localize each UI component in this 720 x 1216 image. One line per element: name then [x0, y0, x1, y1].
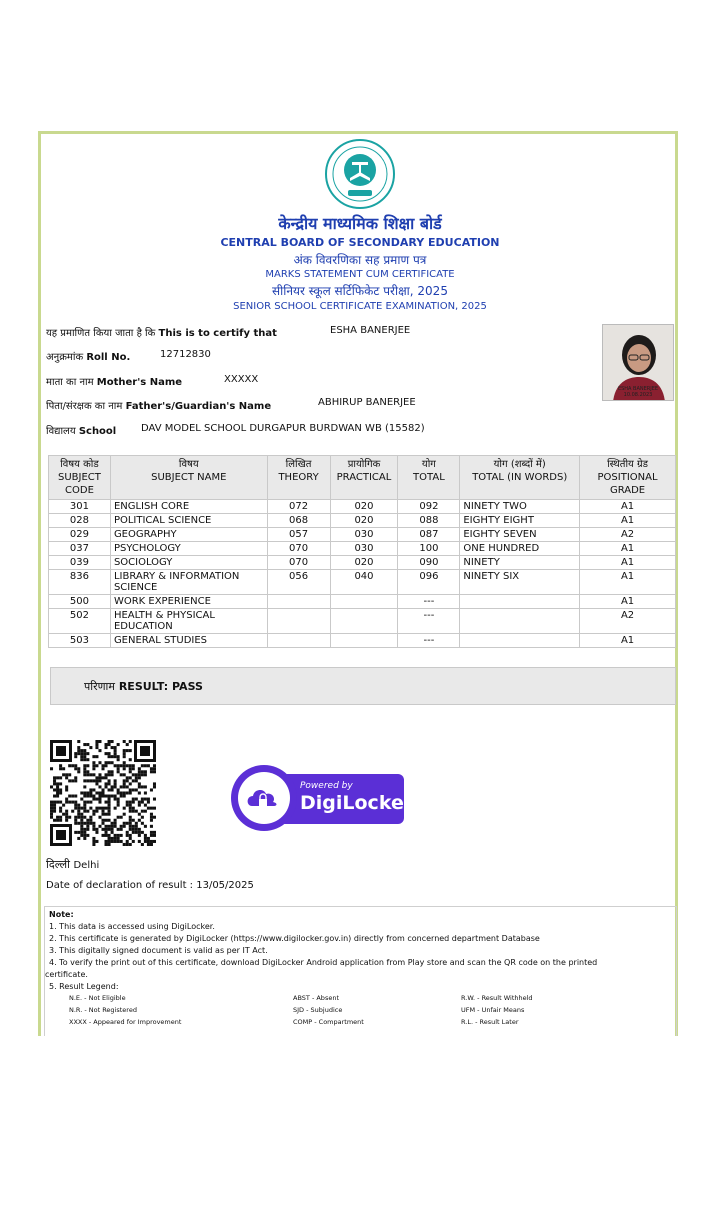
cell-practical: 030 [330, 542, 398, 556]
table-row [49, 514, 676, 528]
cell-code: 029 [49, 528, 111, 542]
cell-subject: SOCIOLOGY [110, 556, 267, 570]
header-theory: लिखित THEORY [267, 456, 330, 500]
header-total-words: योग (शब्दों में) TOTAL (IN WORDS) [460, 456, 580, 500]
cell-theory: 072 [267, 500, 330, 514]
cell-practical: 020 [330, 514, 398, 528]
cell-total: 096 [398, 570, 460, 595]
cell-practical [330, 595, 398, 609]
roll-label: अनुक्रमांक Roll No. [46, 352, 131, 363]
cell-theory [267, 595, 330, 609]
table-row [49, 634, 676, 648]
cell-words: NINETY TWO [460, 500, 580, 514]
cell-practical: 020 [330, 500, 398, 514]
cell-theory: 070 [267, 556, 330, 570]
cbse-emblem-icon [324, 138, 396, 210]
header-subject-code: विषय कोड SUBJECT CODE [49, 456, 111, 500]
cell-words: NINETY SIX [460, 570, 580, 595]
cell-grade: A1 [580, 514, 676, 528]
exam-hindi: सीनियर स्कूल सर्टिफिकेट परीक्षा, 2025 [272, 284, 448, 298]
note-item: certificate. [45, 970, 88, 979]
cell-grade: A2 [580, 609, 676, 634]
cell-subject: POLITICAL SCIENCE [110, 514, 267, 528]
header-practical: प्रायोगिक PRACTICAL [330, 456, 398, 500]
cell-grade: A1 [580, 570, 676, 595]
powered-by-text: Powered by [300, 781, 353, 791]
father-name: ABHIRUP BANERJEE [318, 397, 416, 408]
cell-subject: GEOGRAPHY [110, 528, 267, 542]
cell-practical [330, 609, 398, 634]
result-text: परिणाम RESULT: PASS [84, 680, 203, 693]
father-label: पिता/संरक्षक का नाम Father's/Guardian's Name [46, 401, 272, 412]
photo-caption: ESHA BANERJEE 10.08.2023 [617, 386, 659, 398]
title-english: MARKS STATEMENT CUM CERTIFICATE [265, 269, 455, 280]
cell-subject: GENERAL STUDIES [110, 634, 267, 648]
cell-theory: 068 [267, 514, 330, 528]
note-item: 2. This certificate is generated by DigiLocker (https://www.digilocker.gov.in) directly from concerned department Database [49, 934, 540, 943]
mother-label: माता का नाम Mother's Name [46, 377, 183, 388]
table-row [49, 500, 676, 514]
mother-name: XXXXX [224, 374, 259, 385]
school-label: विद्यालय School [46, 426, 117, 437]
title-hindi: अंक विवरणिका सह प्रमाण पत्र [293, 253, 427, 267]
marks-table [48, 455, 676, 648]
cell-subject: WORK EXPERIENCE [110, 595, 267, 609]
qr-code[interactable] [50, 740, 156, 846]
place-of-issue: दिल्ली Delhi [46, 858, 100, 871]
cell-total: 087 [398, 528, 460, 542]
cell-words: EIGHTY EIGHT [460, 514, 580, 528]
cell-practical: 040 [330, 570, 398, 595]
notes-box [44, 906, 677, 1036]
cell-code: 301 [49, 500, 111, 514]
header-total: योग TOTAL [398, 456, 460, 500]
cell-code: 500 [49, 595, 111, 609]
cell-grade: A2 [580, 528, 676, 542]
table-row [49, 609, 676, 634]
cell-words [460, 595, 580, 609]
note-item: 4. To verify the print out of this certificate, download DigiLocker Android application from Play store and scan the QR code on the printed [49, 958, 598, 967]
digilocker-name: DigiLocker [300, 792, 414, 814]
header-positional-grade: स्थितीय ग्रेड POSITIONAL GRADE [580, 456, 676, 500]
legend-item: XXXX - Appeared for Improvement [69, 1018, 182, 1026]
header-subject-name: विषय SUBJECT NAME [110, 456, 267, 500]
cell-code: 037 [49, 542, 111, 556]
cell-grade: A1 [580, 556, 676, 570]
exam-english: SENIOR SCHOOL CERTIFICATE EXAMINATION, 2025 [233, 301, 487, 312]
cell-code: 836 [49, 570, 111, 595]
cell-total: --- [398, 634, 460, 648]
cell-practical: 020 [330, 556, 398, 570]
cell-grade: A1 [580, 595, 676, 609]
table-row [49, 570, 676, 595]
cell-practical [330, 634, 398, 648]
cell-practical: 030 [330, 528, 398, 542]
cell-total: 088 [398, 514, 460, 528]
table-row [49, 542, 676, 556]
certify-label: यह प्रमाणित किया जाता है कि This is to certify that [46, 328, 277, 339]
cell-total: --- [398, 609, 460, 634]
cell-words [460, 634, 580, 648]
student-photo [602, 324, 674, 401]
board-name-english: CENTRAL BOARD OF SECONDARY EDUCATION [220, 236, 500, 249]
cell-subject: LIBRARY & INFORMATION SCIENCE [110, 570, 267, 595]
cell-words: EIGHTY SEVEN [460, 528, 580, 542]
cell-code: 503 [49, 634, 111, 648]
legend-item: SJD - Subjudice [293, 1006, 343, 1014]
table-row [49, 556, 676, 570]
legend-item: N.R. - Not Registered [69, 1006, 137, 1014]
cell-theory: 056 [267, 570, 330, 595]
note-item: 1. This data is accessed using DigiLocker. [49, 922, 215, 931]
declaration-date: Date of declaration of result : 13/05/2025 [46, 880, 254, 891]
legend-item: R.L. - Result Later [461, 1018, 519, 1026]
legend-item: UFM - Unfair Means [461, 1006, 525, 1014]
cell-theory [267, 609, 330, 634]
cell-subject: HEALTH & PHYSICAL EDUCATION [110, 609, 267, 634]
cell-code: 028 [49, 514, 111, 528]
school-name: DAV MODEL SCHOOL DURGAPUR BURDWAN WB (15582) [141, 423, 425, 434]
cell-total: --- [398, 595, 460, 609]
notes-title: Note: [49, 910, 74, 919]
result-box [50, 667, 676, 705]
cell-total: 100 [398, 542, 460, 556]
table-header-row [49, 456, 676, 500]
cell-code: 039 [49, 556, 111, 570]
cell-theory [267, 634, 330, 648]
legend-item: COMP - Compartment [293, 1018, 364, 1026]
table-row [49, 595, 676, 609]
table-row [49, 528, 676, 542]
cell-total: 092 [398, 500, 460, 514]
cell-words [460, 609, 580, 634]
legend-item: ABST - Absent [293, 994, 339, 1002]
cell-words: NINETY [460, 556, 580, 570]
legend-item: R.W. - Result Withheld [461, 994, 533, 1002]
cell-total: 090 [398, 556, 460, 570]
cell-theory: 070 [267, 542, 330, 556]
cell-theory: 057 [267, 528, 330, 542]
legend-item: N.E. - Not Eligible [69, 994, 126, 1002]
board-name-hindi: केन्द्रीय माध्यमिक शिक्षा बोर्ड [278, 214, 442, 233]
cell-words: ONE HUNDRED [460, 542, 580, 556]
cell-grade: A1 [580, 542, 676, 556]
cell-subject: ENGLISH CORE [110, 500, 267, 514]
note-item: 5. Result Legend: [49, 982, 119, 991]
roll-number: 12712830 [160, 349, 211, 360]
cell-subject: PSYCHOLOGY [110, 542, 267, 556]
cell-code: 502 [49, 609, 111, 634]
note-item: 3. This digitally signed document is valid as per IT Act. [49, 946, 268, 955]
student-name: ESHA BANERJEE [330, 325, 411, 336]
cell-grade: A1 [580, 500, 676, 514]
cell-grade: A1 [580, 634, 676, 648]
